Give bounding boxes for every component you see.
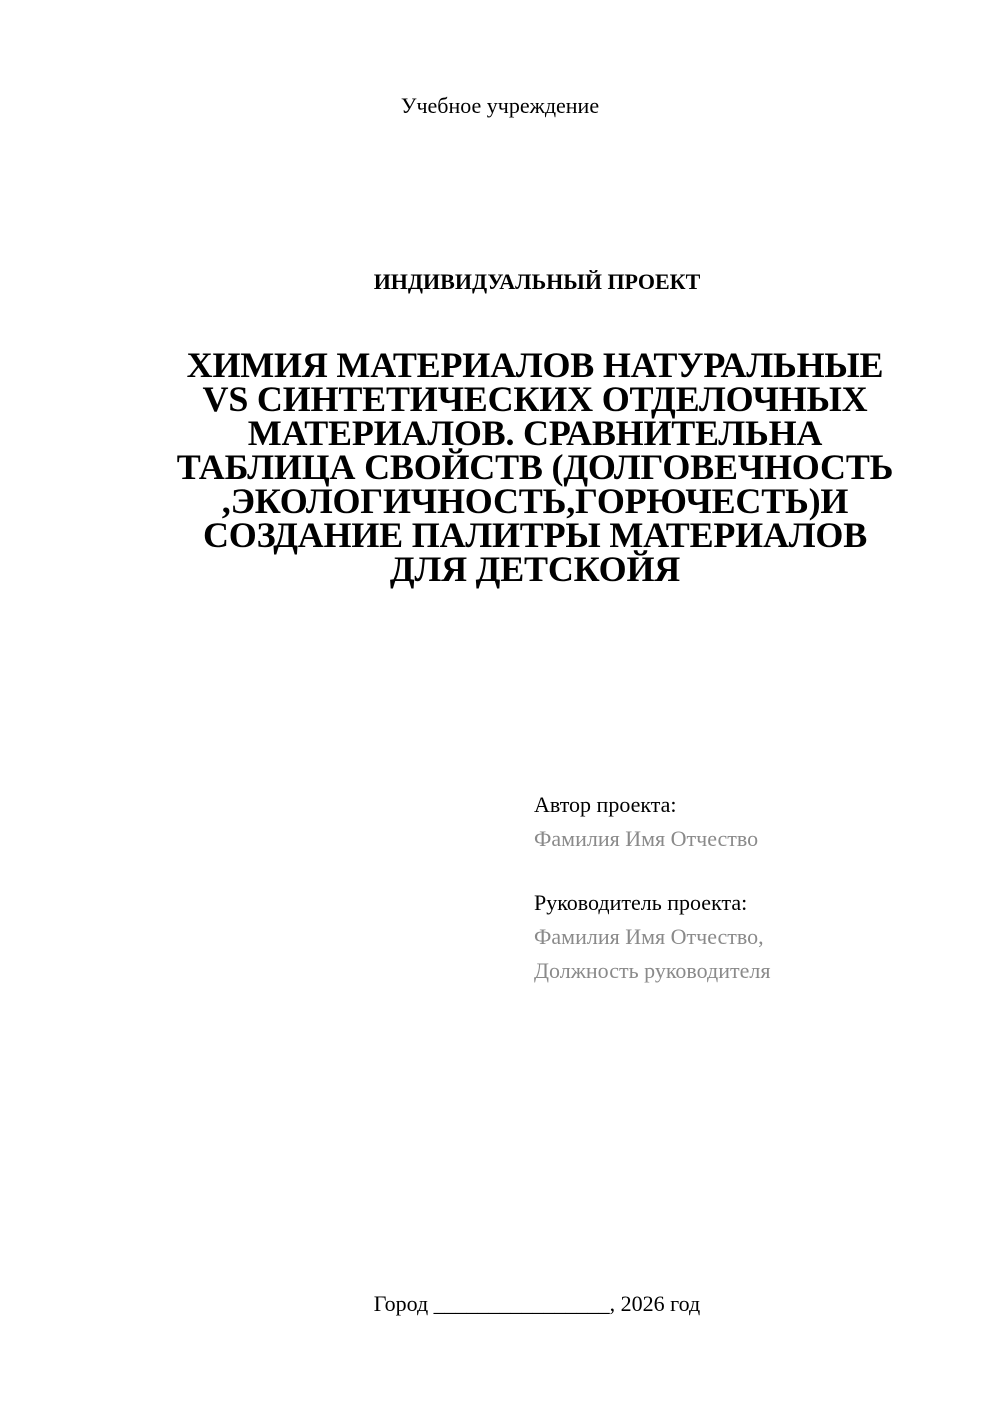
project-type-heading: ИНДИВИДУАЛЬНЫЙ ПРОЕКТ [373,269,701,294]
title-line: VS СИНТЕТИЧЕСКИХ ОТДЕЛОЧНЫХ [202,379,868,419]
project-title [140,345,930,589]
title-line: ТАБЛИЦА СВОЙСТВ (ДОЛГОВЕЧНОСТЬ [176,447,894,487]
title-line: МАТЕРИАЛОВ. СРАВНИТЕЛЬНА [247,413,823,453]
supervisor-name: Фамилия Имя Отчество, [534,924,764,949]
supervisor-label: Руководитель проекта: [534,890,748,915]
city-year-footer: Город ________________, 2026 год [373,1291,701,1316]
project-info-block [534,788,974,988]
title-line: СОЗДАНИЕ ПАЛИТРЫ МАТЕРИАЛОВ [202,515,868,555]
supervisor-position: Должность руководителя [534,958,771,983]
title-line: ДЛЯ ДЕТСКОЙЯ [389,549,681,589]
author-name: Фамилия Имя Отчество [534,826,759,851]
title-line: ХИМИЯ МАТЕРИАЛОВ НАТУРАЛЬНЫЕ [186,345,884,385]
author-label: Автор проекта: [534,792,677,817]
title-line: ,ЭКОЛОГИЧНОСТЬ,ГОРЮЧЕСТЬ)И [221,481,849,521]
institution-name: Учебное учреждение [400,93,600,118]
spacer [534,856,974,886]
